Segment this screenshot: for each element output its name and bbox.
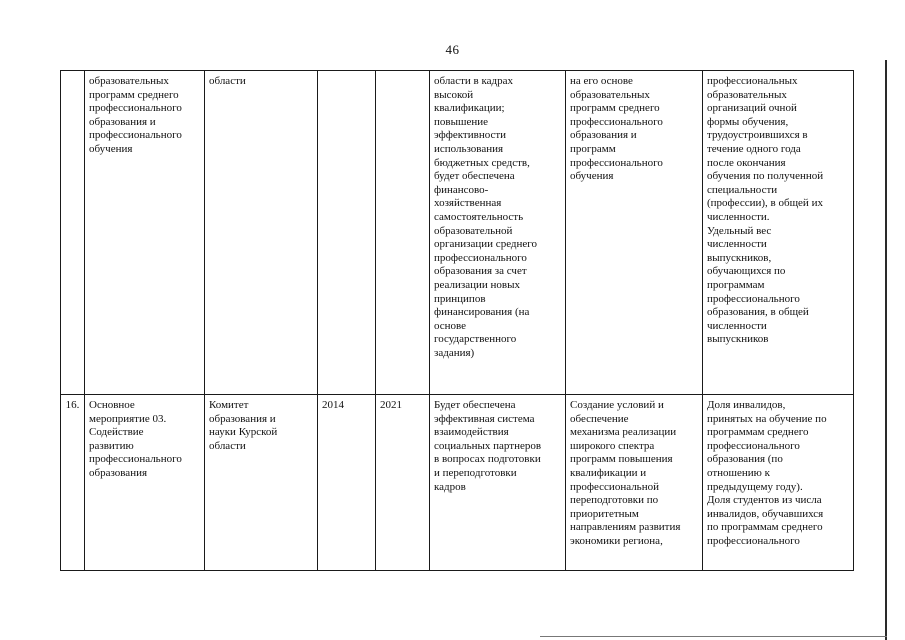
- event-name-cell: образовательных программ среднего профессионального образования и профессионального обучения: [85, 71, 205, 395]
- table-row: [61, 71, 854, 395]
- page-number: 46: [445, 42, 460, 57]
- expected-result-cell: области в кадрах высокой квалификации; повышение эффективности использования бюджетных средств, будет обеспечена финансово- хозяйственная самостоятельность образовательной организации среднего профессионального образования за счет реализации новых принципов финансирования (на основе государственного задания): [430, 71, 566, 395]
- event-name-cell: Основное мероприятие 03. Содействие развитию профессионального образования: [85, 395, 205, 571]
- expected-result-cell: Будет обеспечена эффективная система взаимодействия социальных партнеров в вопросах подготовки и переподготовки кадров: [430, 395, 566, 571]
- program-events-table: [60, 70, 854, 571]
- row-number-cell: 16.: [61, 395, 85, 571]
- start-year-cell: [318, 71, 376, 395]
- end-year-cell: 2021: [376, 395, 430, 571]
- indicators-cell: профессиональных образовательных организаций очной формы обучения, трудоустроившихся в течение одного года после окончания обучения по полученной специальности (профессии), в общей их численности. Удельный вес численности выпускников, обучающихся по программам профессионального образования, в общей численности выпускников: [703, 71, 854, 395]
- scan-page-edge-right: [885, 60, 887, 640]
- table-row: [61, 395, 854, 571]
- row-number-cell: [61, 71, 85, 395]
- scan-page-edge-bottom: [540, 636, 887, 637]
- main-directions-cell: Создание условий и обеспечение механизма реализации широкого спектра программ повышения квалификации и профессиональной переподготовки по приоритетным направлениям развития экономики региона,: [566, 395, 703, 571]
- main-directions-cell: на его основе образовательных программ среднего профессионального образования и программ профессионального обучения: [566, 71, 703, 395]
- indicators-cell: Доля инвалидов, принятых на обучение по программам среднего профессионального образования (по отношению к предыдущему году). Доля студентов из числа инвалидов, обучавшихся по программам среднего профессионального: [703, 395, 854, 571]
- end-year-cell: [376, 71, 430, 395]
- executor-cell: области: [205, 71, 318, 395]
- executor-cell: Комитет образования и науки Курской области: [205, 395, 318, 571]
- start-year-cell: 2014: [318, 395, 376, 571]
